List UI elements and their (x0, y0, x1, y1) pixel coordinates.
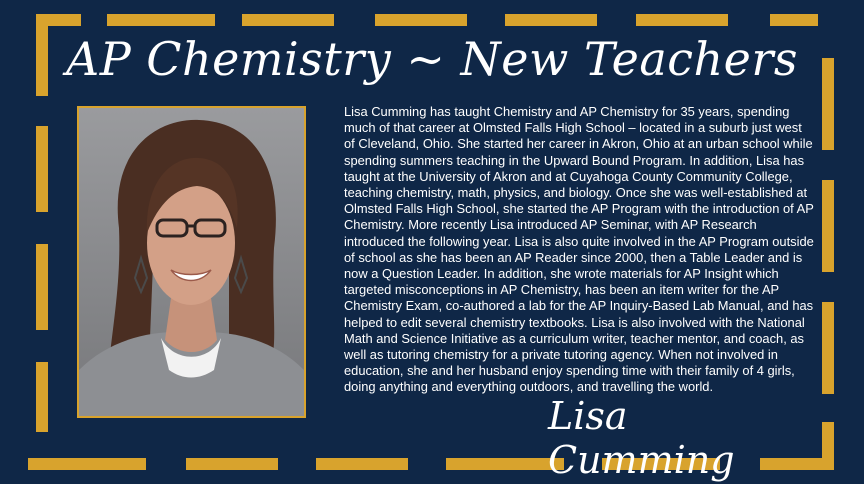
border-dash (822, 180, 834, 272)
border-dash (505, 14, 597, 26)
border-dash (242, 14, 334, 26)
teacher-name: Lisa Cumming (548, 394, 735, 482)
border-dash (446, 458, 564, 470)
teacher-photo (77, 106, 306, 418)
border-dash (316, 458, 408, 470)
portrait-photo-icon (79, 108, 304, 416)
border-dash (28, 458, 146, 470)
border-dash (636, 14, 728, 26)
border-dash (36, 14, 81, 26)
teacher-bio: Lisa Cumming has taught Chemistry and AP Chemistry for 35 years, spending much of that career at Olmsted Falls High School – located in a suburb just west of Cleveland, Ohio. She started her career in Akron, Ohio at an urban school while spending summers teaching in the Upward Bound Program. In addition, Lisa has taught at the University of Akron and at Cuyahoga County Community College, teaching chemistry, math, physics, and biology. Once she was well-established at Olmsted Falls High School, she started the AP Program with the introduction of AP Chemistry. More recently Lisa introduced AP Seminar, with AP Research introduced the following year. Lisa is also quite involved in the AP Program outside of school as she has been an AP Reader since 2000, then a Table Leader and is now a Question Leader. In addition, she wrote materials for AP Insight which targeted misconceptions in AP Chemistry, has been an item writer for the AP Chemistry Exam, co-authored a lab for the AP Inquiry-Based Lab Manual, and has helped to edit several chemistry textbooks. Lisa is also involved with the National Math and Science Initiative as a curriculum writer, teacher mentor, and coach, as well as tutoring chemistry for a private tutoring agency. When not involved in education, she and her husband enjoy spending time with their family of 4 girls, doing anything and everything outdoors, and travelling the world. (344, 104, 814, 395)
page-title: AP Chemistry ~ New Teachers (66, 32, 798, 86)
border-dash (36, 244, 48, 330)
border-dash (770, 14, 818, 26)
border-dash (375, 14, 467, 26)
border-dash (186, 458, 278, 470)
border-dash (822, 302, 834, 394)
border-dash (36, 126, 48, 212)
border-dash (822, 422, 834, 460)
border-dash (36, 362, 48, 432)
border-dash (107, 14, 215, 26)
